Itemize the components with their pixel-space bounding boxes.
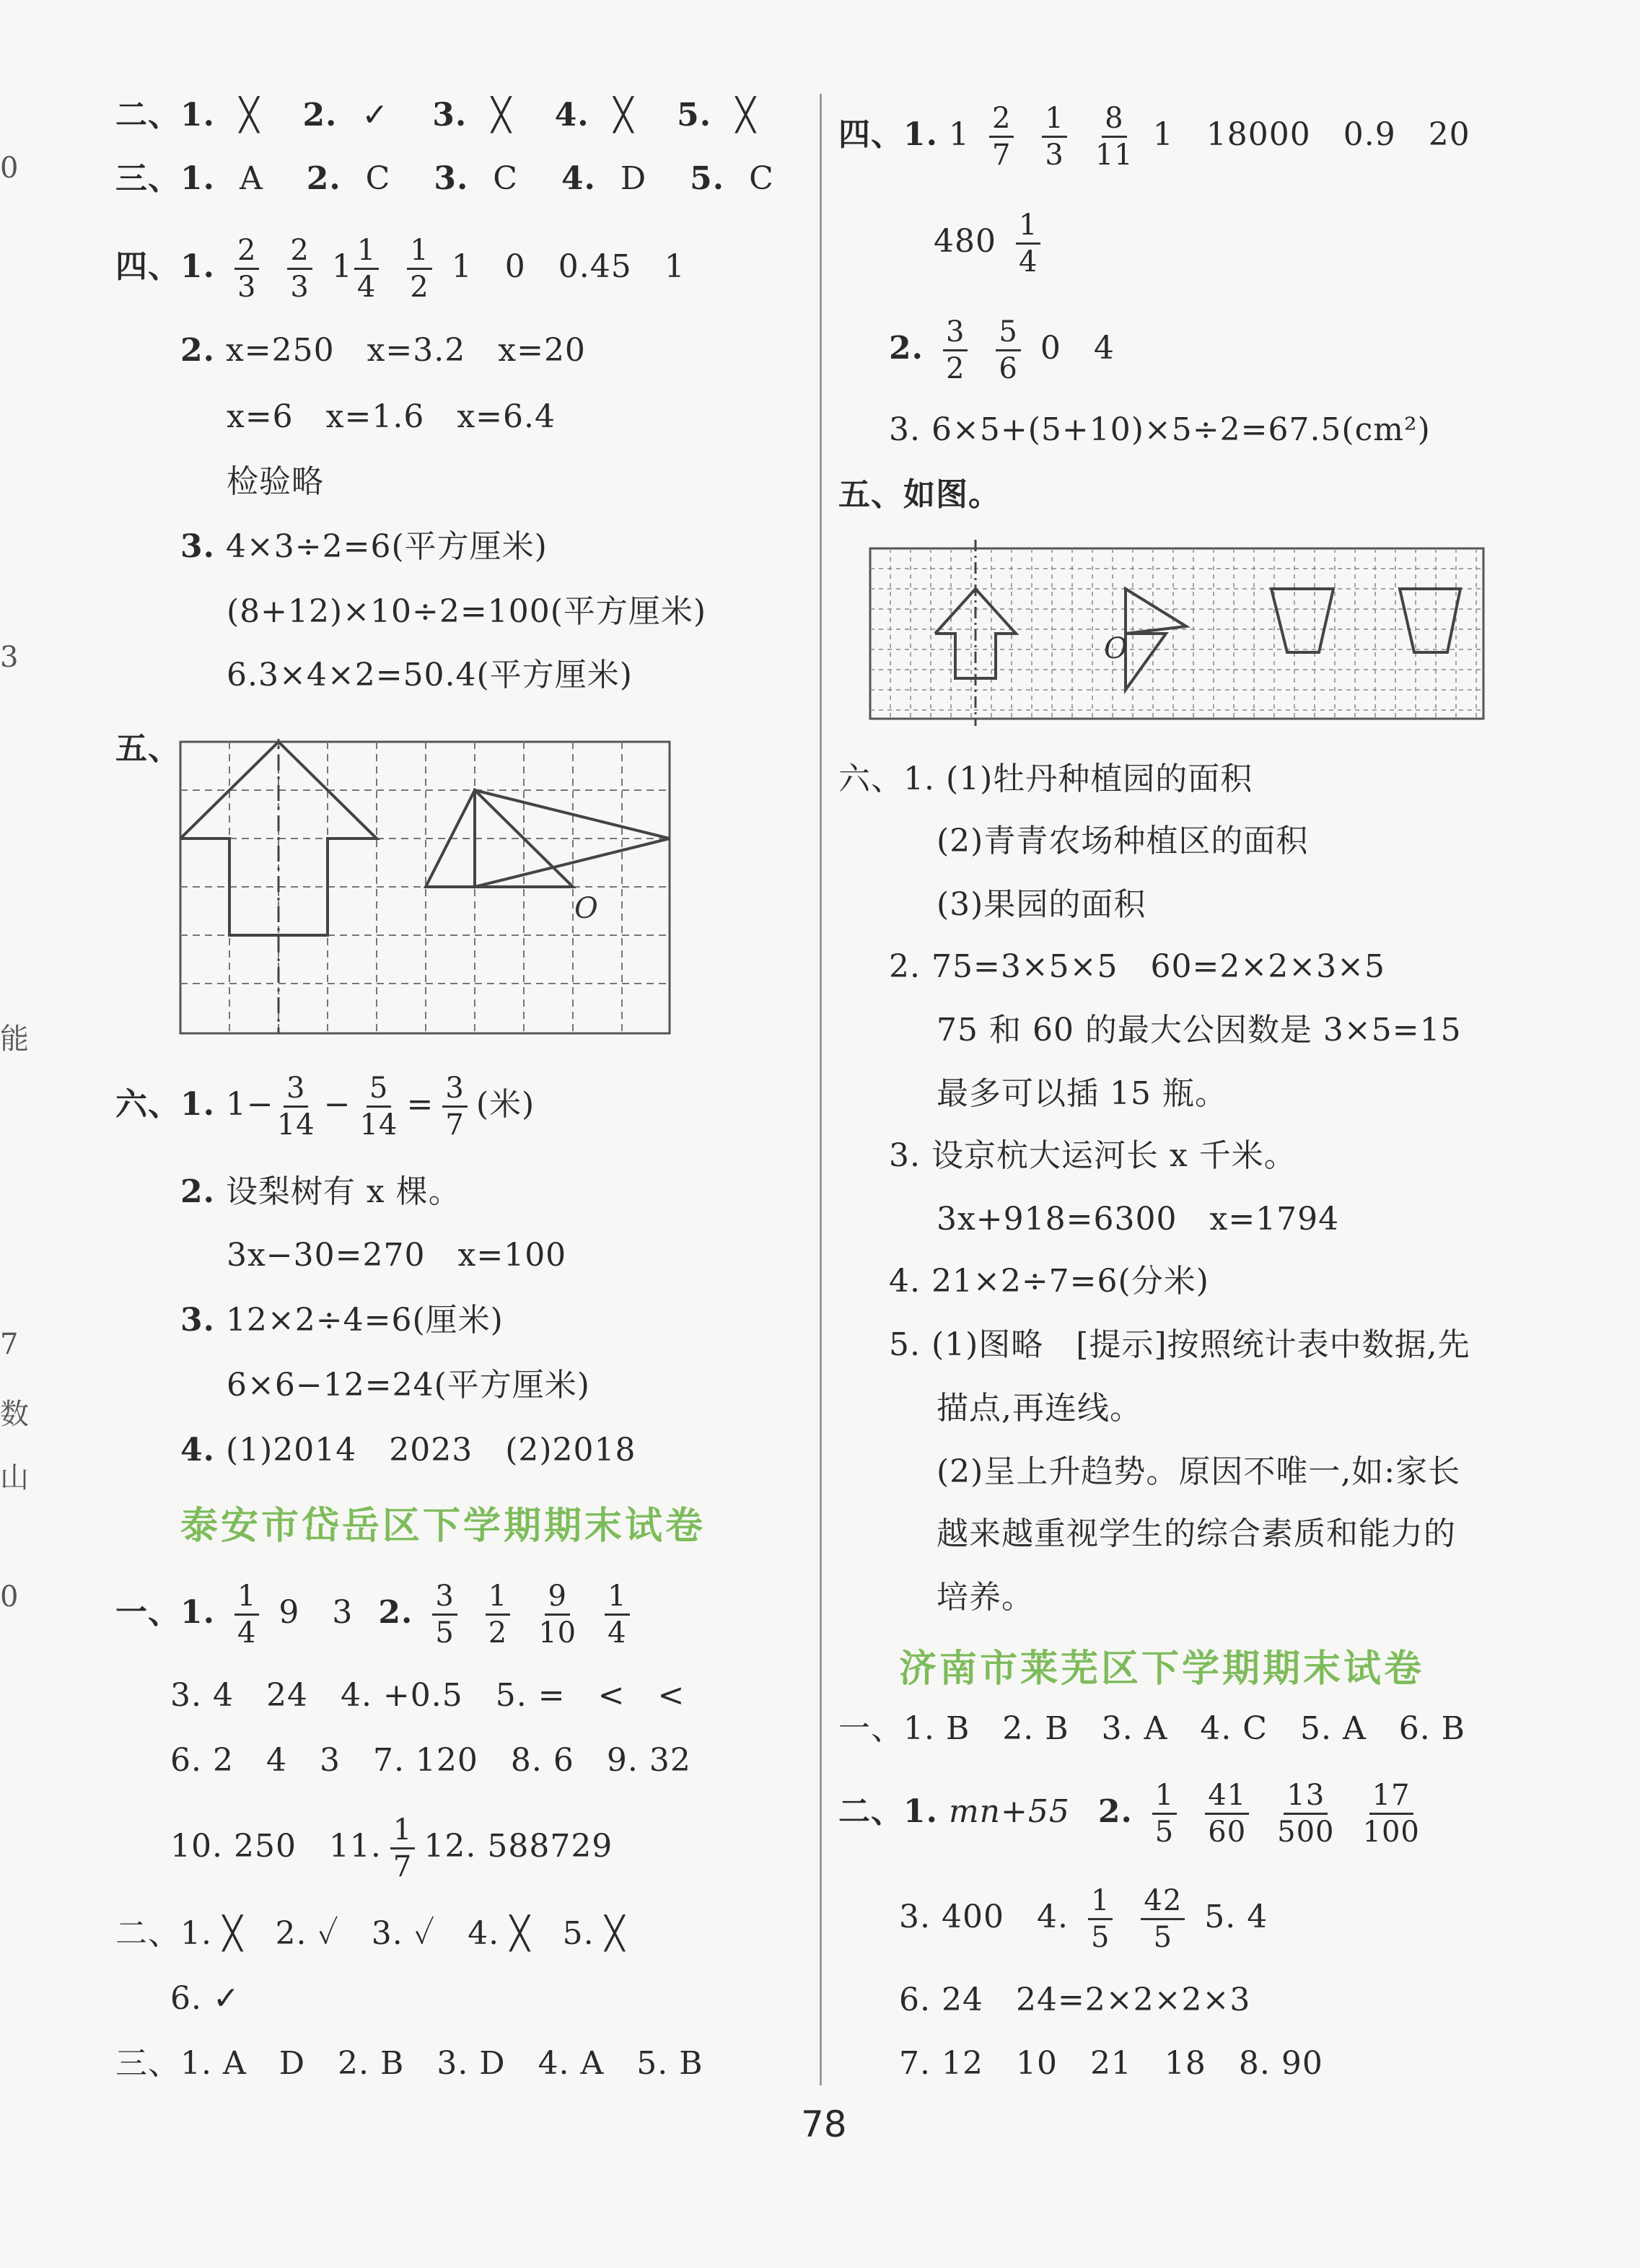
- section-label: 四、1.: [838, 116, 938, 153]
- denominator: 3: [290, 271, 310, 304]
- cross-mark: ╳: [491, 97, 512, 133]
- numerator: 5: [996, 315, 1020, 351]
- numerator: 1: [1152, 1778, 1177, 1815]
- fraction: [1042, 101, 1066, 172]
- answer: C: [749, 160, 774, 197]
- answer-values: 0 4: [1040, 330, 1115, 367]
- answer-line: 6×6−12=24(平方厘米): [227, 1367, 590, 1404]
- numerator: 1: [390, 1813, 415, 1849]
- section-label: 二、: [115, 97, 180, 133]
- q-num: 3.: [434, 160, 469, 197]
- answer-line: (2)呈上升趋势。原因不唯一,如:家长: [937, 1453, 1461, 1490]
- answer: D: [620, 160, 647, 197]
- q-num: 5.: [677, 97, 712, 133]
- q-num: 2.: [306, 160, 341, 197]
- denominator: 100: [1362, 1816, 1420, 1849]
- denominator: 5: [1090, 1921, 1110, 1954]
- q-num: 1.: [180, 160, 215, 197]
- numerator: 3: [432, 1579, 457, 1616]
- q-num: 2.: [302, 97, 338, 133]
- q-num: 4.: [554, 97, 589, 133]
- answer-line: 6.3×4×2=50.4(平方厘米): [227, 657, 633, 693]
- answer-value: 480: [934, 223, 996, 260]
- answer-line: 二、1. ╳ 2. ✓ 3. ✓ 4. ╳ 5. ╳: [115, 1915, 626, 1952]
- unit: (米): [475, 1086, 535, 1123]
- numerator: 1: [407, 233, 431, 270]
- answer-line: (2)青青农场种植区的面积: [937, 823, 1309, 859]
- numerator: 2: [234, 233, 259, 270]
- cross-mark: ╳: [613, 97, 634, 133]
- q-num: 2.: [180, 332, 215, 369]
- section-label: 三、: [115, 160, 180, 197]
- expr: 1−: [225, 1086, 274, 1123]
- numerator: 3: [442, 1071, 467, 1108]
- fraction: [1152, 1778, 1177, 1849]
- denominator: 5: [1153, 1921, 1173, 1954]
- answer-line: 5. (1)图略 [提示]按照统计表中数据,先: [889, 1326, 1470, 1363]
- answer-line: 4. 21×2÷7=6(分米): [889, 1263, 1209, 1300]
- answer-line-s6-1: [115, 1065, 535, 1144]
- numerator: 1: [1088, 1883, 1113, 1920]
- numerator: 42: [1141, 1883, 1185, 1920]
- answer-values: 12. 588729: [424, 1828, 613, 1865]
- edge-char: 0: [0, 152, 19, 185]
- answer-line-r4-1b: [934, 202, 1049, 281]
- grid-figure-right: [869, 540, 1486, 726]
- denominator: 7: [445, 1108, 465, 1142]
- fraction: [407, 233, 431, 305]
- fraction: [1277, 1778, 1334, 1849]
- answer-text: 4×3÷2=6(平方厘米): [225, 528, 548, 565]
- answer-values: 10. 250 11.: [170, 1828, 382, 1865]
- fraction: [996, 315, 1020, 386]
- denominator: 14: [276, 1108, 315, 1142]
- fraction: [1205, 1778, 1249, 1849]
- answer-line-r4-1: [838, 95, 1470, 175]
- edge-char: 7: [0, 1328, 19, 1361]
- answer-line: 2. 75=3×5×5 60=2×2×3×5: [889, 948, 1385, 985]
- denominator: 4: [237, 1616, 257, 1650]
- fraction: [360, 1071, 398, 1142]
- answer-line: 6. 2 4 3 7. 120 8. 6 9. 32: [170, 1742, 691, 1779]
- origin-label: O: [1104, 632, 1128, 665]
- answer-line-r4-2: [889, 309, 1115, 388]
- answer-expr: mn+55: [948, 1793, 1070, 1830]
- fraction: [989, 101, 1014, 172]
- numerator: 3: [943, 315, 968, 351]
- answer: A: [239, 160, 263, 197]
- edge-char: 数: [0, 1398, 29, 1431]
- q-num: 1.: [180, 97, 215, 133]
- edge-char: 山: [0, 1461, 29, 1494]
- q-num: 5.: [690, 160, 725, 197]
- expr: −: [323, 1086, 351, 1123]
- answer-values: 1 0 0.45 1: [451, 248, 685, 285]
- numerator: 9: [545, 1579, 569, 1616]
- q-num: 4.: [180, 1432, 215, 1468]
- edge-char: 能: [0, 1023, 29, 1056]
- q-num: 2.: [180, 1173, 215, 1210]
- answer-line-t2-1: [115, 1573, 639, 1652]
- denominator: 7: [393, 1850, 413, 1883]
- answer-line-s2: [115, 94, 756, 137]
- fraction: [1016, 208, 1040, 279]
- denominator: 4: [1018, 245, 1038, 279]
- denominator: 11: [1095, 139, 1133, 172]
- fraction: [287, 233, 312, 305]
- numerator: 13: [1284, 1778, 1328, 1815]
- answer-text: 设梨树有 x 棵。: [225, 1173, 461, 1210]
- numerator: 1: [1042, 101, 1066, 138]
- answer-values: 1 18000 0.9 20: [1152, 116, 1470, 153]
- answer-line: [180, 1170, 461, 1214]
- answer-line: 描点,再连线。: [937, 1390, 1142, 1427]
- denominator: 500: [1277, 1816, 1335, 1849]
- numerator: 17: [1369, 1778, 1413, 1815]
- answer-line: [180, 1429, 636, 1472]
- answer-values: 3. 400 4.: [899, 1899, 1069, 1935]
- origin-label: O: [574, 892, 598, 925]
- answer-line: [180, 1299, 504, 1342]
- fraction: [277, 1071, 315, 1142]
- answer-line: 越来越重视学生的综合素质和能力的: [937, 1515, 1456, 1552]
- section-label: 四、1.: [115, 248, 215, 285]
- numerator: 1: [234, 1579, 259, 1616]
- exam-title-jinan: 济南市莱芜区下学期期末试卷: [899, 1647, 1425, 1691]
- numerator: 2: [989, 101, 1014, 138]
- answer-line: 最多可以插 15 瓶。: [937, 1075, 1227, 1112]
- edge-char: 0: [0, 1580, 19, 1614]
- fraction: [354, 233, 379, 305]
- fraction: [605, 1579, 629, 1650]
- grid-figure-left: [179, 739, 672, 1036]
- answer-line: 3. 6×5+(5+10)×5÷2=67.5(cm²): [889, 411, 1431, 448]
- q-num: 2.: [378, 1594, 413, 1631]
- answer-line: 3x−30=270 x=100: [227, 1237, 567, 1274]
- denominator: 14: [359, 1108, 398, 1142]
- section-label: 五、: [115, 730, 180, 767]
- numerator: 3: [284, 1071, 308, 1108]
- fraction: [442, 1071, 467, 1142]
- fraction: [432, 1579, 457, 1650]
- answer-text: x=250 x=3.2 x=20: [225, 332, 586, 369]
- answer-line: 六、1. (1)牡丹种植园的面积: [838, 761, 1253, 797]
- answer-line: 3x+918=6300 x=1794: [937, 1201, 1340, 1238]
- answer-line: 6. 24 24=2×2×2×3: [899, 1982, 1251, 2018]
- denominator: 10: [538, 1616, 577, 1650]
- expr: =: [406, 1086, 434, 1123]
- mixed-whole: 1: [331, 248, 353, 285]
- denominator: 2: [488, 1616, 508, 1650]
- answer-line: (8+12)×10÷2=100(平方厘米): [227, 593, 707, 630]
- answer-line-t2-10: [170, 1807, 613, 1886]
- exam-title-taian: 泰安市岱岳区下学期期末试卷: [180, 1505, 706, 1548]
- denominator: 2: [945, 352, 965, 385]
- denominator: 6: [999, 352, 1018, 385]
- fraction: [1141, 1883, 1185, 1955]
- numerator: 1: [486, 1579, 510, 1616]
- answer-line: 一、1. B 2. B 3. A 4. C 5. A 6. B: [838, 1710, 1466, 1747]
- q-num: 2.: [1097, 1793, 1133, 1830]
- answer-line: 6. ✓: [170, 1980, 240, 2017]
- q-num: 4.: [561, 160, 596, 197]
- numerator: 2: [287, 233, 312, 270]
- answer-line-t3-2: [838, 1772, 1429, 1852]
- answer-line: 培养。: [937, 1579, 1034, 1616]
- answer-line: 3. 设京杭大运河长 x 千米。: [889, 1137, 1297, 1174]
- check-mark: ✓: [361, 97, 390, 133]
- answer-line: 三、1. A D 2. B 3. D 4. A 5. B: [115, 2045, 703, 2082]
- answer: C: [365, 160, 391, 197]
- answer-values: 5. 4: [1204, 1899, 1268, 1935]
- column-divider: [820, 94, 822, 2085]
- numerator: 41: [1205, 1778, 1249, 1815]
- denominator: 2: [410, 271, 429, 304]
- denominator: 4: [608, 1616, 627, 1650]
- denominator: 3: [237, 271, 257, 304]
- denominator: 3: [1045, 139, 1064, 172]
- page-number: 78: [801, 2103, 847, 2145]
- section-label: 二、1.: [838, 1793, 938, 1830]
- fraction: [234, 233, 259, 305]
- answer-line-s4-1: [115, 227, 685, 307]
- denominator: 7: [991, 139, 1012, 172]
- denominator: 4: [356, 271, 377, 304]
- numerator: 1: [1016, 208, 1040, 245]
- answer-line: 75 和 60 的最大公因数是 3×5=15: [937, 1012, 1462, 1048]
- cross-mark: ╳: [239, 97, 260, 133]
- q-num: 3.: [180, 528, 215, 565]
- fraction: [486, 1579, 510, 1650]
- denominator: 5: [435, 1616, 455, 1650]
- cross-mark: ╳: [736, 97, 756, 133]
- edge-char: 3: [0, 641, 19, 674]
- numerator: 1: [605, 1579, 629, 1616]
- answer-text: 12×2÷4=6(厘米): [225, 1302, 504, 1339]
- answer-line-s3: [115, 157, 774, 201]
- answer-value: 1: [948, 116, 970, 153]
- answer-line: x=6 x=1.6 x=6.4: [227, 398, 556, 435]
- numerator: 8: [1102, 101, 1126, 138]
- section-label: 六、1.: [115, 1086, 215, 1123]
- fraction: [1363, 1778, 1420, 1849]
- q-num: 3.: [180, 1302, 215, 1339]
- fraction: [943, 315, 968, 386]
- q-num: 3.: [432, 97, 468, 133]
- fraction: [1095, 101, 1133, 172]
- answer-line: 检验略: [227, 463, 324, 500]
- fraction: [234, 1579, 259, 1650]
- answer-line: [180, 525, 548, 569]
- answer-line: 7. 12 10 21 18 8. 90: [899, 2045, 1323, 2082]
- answer-text: (1)2014 2023 (2)2018: [225, 1432, 636, 1468]
- answer-line-t3-3: [899, 1878, 1268, 1957]
- answer-line: [180, 329, 586, 372]
- fraction: [538, 1579, 576, 1650]
- answer-line: 3. 4 24 4. +0.5 5. = < <: [170, 1677, 685, 1714]
- section-label: 一、1.: [115, 1594, 215, 1631]
- fraction: [1088, 1883, 1113, 1955]
- numerator: 5: [367, 1071, 391, 1108]
- answer-line: (3)果园的面积: [937, 886, 1146, 923]
- denominator: 5: [1154, 1816, 1175, 1849]
- fraction: [390, 1813, 415, 1884]
- denominator: 60: [1208, 1816, 1247, 1849]
- section-label: 五、如图。: [838, 476, 1001, 513]
- answer-values: 9 3: [279, 1594, 354, 1631]
- numerator: 1: [354, 233, 379, 270]
- answer: C: [493, 160, 518, 197]
- q-num: 2.: [889, 330, 924, 367]
